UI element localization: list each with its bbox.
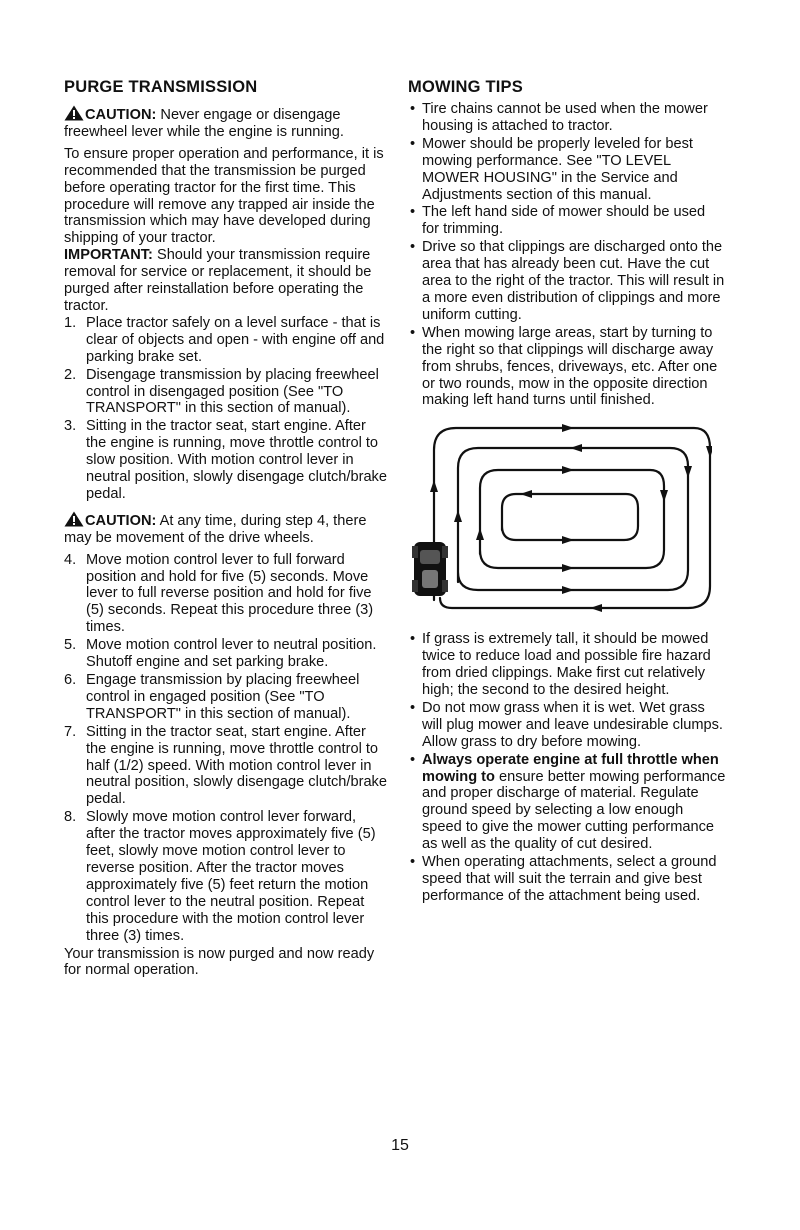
tip-text: If grass is extremely tall, it should be mowed twice to reduce load and possible fire hazard from dried clippings. Make first cut relatively high; the second to the desired height. bbox=[422, 631, 711, 699]
purge-step bbox=[64, 552, 388, 637]
mowing-tip bbox=[408, 136, 726, 204]
mowing-tips-list-continued bbox=[408, 631, 726, 905]
step-number: 7. bbox=[64, 723, 77, 740]
important-label: IMPORTANT: bbox=[64, 247, 153, 264]
purge-step bbox=[64, 724, 388, 809]
step-text: Move motion control lever to full forward position and hold for five (5) seconds. Move lever to full reverse position and hold for five (5) seconds. Repeat this procedure three (3) times. bbox=[86, 551, 374, 636]
warning-triangle-icon bbox=[64, 105, 84, 121]
step-text: Disengage transmission by placing freewheel control in disengaged position (See "TO TRANSPORT" in this section of manual). bbox=[86, 366, 379, 417]
bullet: • bbox=[410, 204, 416, 221]
mowing-path-lines bbox=[434, 428, 710, 608]
step-text: Sitting in the tractor seat, start engine. After the engine is running, move throttle control to slow position. With motion control lever in neutral position, slowly disengage clutch/brake pedal. bbox=[86, 418, 387, 502]
step-number: 8. bbox=[64, 809, 77, 826]
important-text: Should your transmission require removal for service or replacement, it should be purged after reinstallation before operating the tractor. bbox=[64, 247, 372, 314]
bullet: • bbox=[410, 631, 416, 648]
purge-steps-list-continued bbox=[64, 552, 388, 945]
mowing-tip bbox=[408, 752, 726, 853]
tip-text: Drive so that clippings are discharged onto the area that has already been cut. Have the cut area to the right of the tractor. This will result in a more even distribution of clippings and more uniform cutting. bbox=[422, 239, 725, 323]
purge-step bbox=[64, 418, 388, 503]
page-number: 15 bbox=[391, 1137, 409, 1154]
caution-drive-wheels bbox=[64, 511, 388, 547]
purge-step bbox=[64, 367, 388, 418]
purge-step bbox=[64, 315, 388, 366]
caution-label: CAUTION: bbox=[85, 512, 157, 529]
caution-label: CAUTION: bbox=[85, 107, 157, 123]
mowing-tip bbox=[408, 204, 726, 238]
caution-text: Never engage or disengage freewheel lever while the engine is running. bbox=[64, 107, 344, 140]
step-number: 6. bbox=[64, 672, 77, 688]
mowing-pattern-diagram bbox=[412, 422, 712, 612]
tip-text: When operating attachments, select a ground speed that will suit the terrain and give best performance of the attachment being used. bbox=[422, 854, 717, 904]
mowing-tip bbox=[408, 631, 726, 699]
purge-intro: To ensure proper operation and performance, it is recommended that the transmission be purged before operating tractor for the first time. This procedure will remove any trapped air inside the transmission which may have developed during shipping of your tractor. bbox=[64, 145, 384, 247]
purge-step bbox=[64, 672, 388, 723]
step-number: 2. bbox=[64, 366, 77, 383]
mowing-tip bbox=[408, 325, 726, 410]
tip-text: Tire chains cannot be used when the mower housing is attached to tractor. bbox=[422, 101, 708, 134]
direction-arrows bbox=[430, 424, 712, 612]
mowing-tips-section bbox=[408, 78, 726, 906]
tip-text: When mowing large areas, start by turning to the right so that clippings will discharge away from shrubs, fences, driveways, etc. After one or two rounds, mow in the opposite direction making left hand turns until finished. bbox=[422, 324, 718, 409]
mowing-tip bbox=[408, 854, 726, 905]
step-number: 4. bbox=[64, 551, 77, 568]
warning-triangle-icon bbox=[64, 511, 84, 527]
tractor-icon bbox=[412, 542, 448, 596]
step-text: Sitting in the tractor seat, start engine. After the engine is running, move throttle control to half (1/2) speed. With motion control lever in neutral position, slowly disengage clutch/brake pedal. bbox=[86, 723, 387, 808]
step-text: Place tractor safely on a level surface - that is clear of objects and open - with engine off and parking brake set. bbox=[86, 314, 385, 365]
step-number: 5. bbox=[64, 637, 77, 654]
bullet: • bbox=[410, 135, 416, 152]
mowing-tips-heading: MOWING TIPS bbox=[408, 78, 523, 96]
mowing-tip bbox=[408, 239, 726, 324]
purge-transmission-section bbox=[64, 78, 388, 979]
bullet: • bbox=[410, 751, 416, 768]
tip-bold-text: Always operate engine at full throttle when mowing to bbox=[422, 751, 719, 785]
step-number: 3. bbox=[64, 418, 77, 435]
step-number: 1. bbox=[64, 314, 77, 331]
purge-transmission-heading: PURGE TRANSMISSION bbox=[64, 78, 258, 96]
tip-text: The left hand side of mower should be used for trimming. bbox=[422, 204, 706, 238]
tip-text: Do not mow grass when it is wet. Wet grass will plug mower and leave undesirable clumps. Allow grass to dry before mowing. bbox=[422, 699, 723, 750]
step-text: Slowly move motion control lever forward, after the tractor moves approximately five (5) feet, slowly move motion control lever to reverse position. After the tractor moves approximately five (5) feet return the motion control lever to the neutral position. Repeat this procedure with the motion control lever three (3) times. bbox=[86, 809, 376, 944]
caution-freewheel bbox=[64, 105, 388, 141]
purge-closing: Your transmission is now purged and now ready for normal operation. bbox=[64, 945, 375, 979]
step-text: Engage transmission by placing freewheel control in engaged position (See "TO TRANSPORT" in this section of manual). bbox=[86, 672, 360, 722]
mowing-tip bbox=[408, 700, 726, 751]
tip-text: Mower should be properly leveled for best mowing performance. See "TO LEVEL MOWER HOUSING" in the Service and Adjustments section of this manual. bbox=[422, 135, 693, 203]
mowing-tip bbox=[408, 101, 726, 135]
bullet: • bbox=[410, 101, 416, 117]
tip-text: ensure better mowing performance and proper discharge of material. Regulate ground speed by selecting a low enough speed to give the mower cutting performance as well as the quality of cut desired. bbox=[422, 768, 726, 853]
bullet: • bbox=[410, 699, 416, 716]
step-text: Move motion control lever to neutral position. Shutoff engine and set parking brake. bbox=[86, 637, 377, 671]
purge-step bbox=[64, 637, 388, 671]
purge-steps-list bbox=[64, 315, 388, 503]
bullet: • bbox=[410, 854, 416, 871]
bullet: • bbox=[410, 239, 416, 256]
caution-text: At any time, during step 4, there may be movement of the drive wheels. bbox=[64, 512, 367, 546]
mowing-tips-list bbox=[408, 101, 726, 409]
bullet: • bbox=[410, 324, 416, 341]
purge-step bbox=[64, 809, 388, 944]
important-note bbox=[64, 247, 388, 315]
